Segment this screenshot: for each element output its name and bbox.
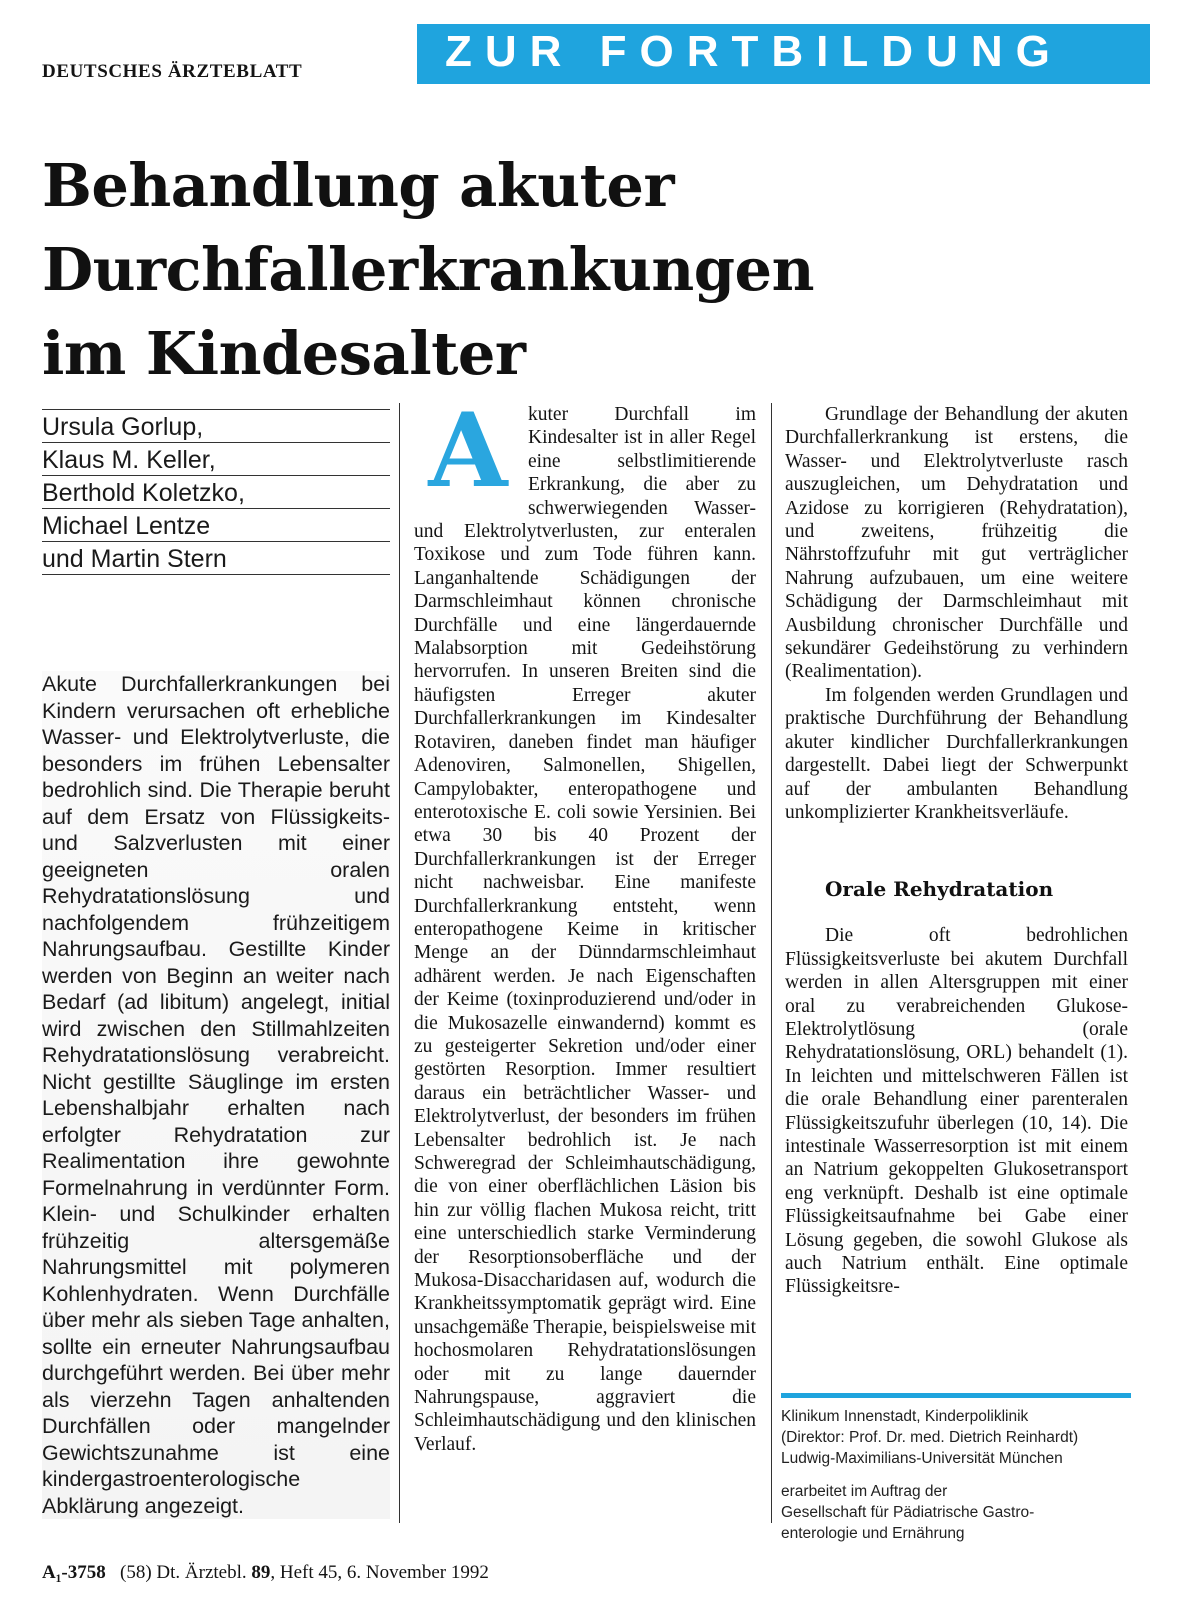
issue-date: , Heft 45, 6. November 1992 (270, 1562, 489, 1583)
column-divider (771, 403, 772, 1523)
volume: 89 (251, 1562, 271, 1583)
page-code: A₁-3758 (42, 1562, 106, 1583)
body-column-2 (414, 391, 756, 1456)
author: Michael Lentze (42, 509, 390, 542)
section-banner: ZUR FORTBILDUNG (417, 24, 1150, 84)
affiliation-line: Klinikum Innenstadt, Kinderpoliklinik (781, 1408, 1029, 1425)
author-list (42, 409, 390, 575)
affiliation-box (781, 1393, 1131, 1544)
affiliation-line: (Direktor: Prof. Dr. med. Dietrich Reinhardt) (781, 1429, 1079, 1446)
title-line: Behandlung akuter (42, 151, 675, 220)
body-paragraph: Grundlage der Behandlung der akuten Durchfallerkrankung ist erstens, die Wasser- und Elektrolytverluste rasch auszugleichen, um Dehydratation und Azidose zu korrigieren (Rehydratation), und zweitens, frühzeitig die Nährstoffzufuhr mit gut verträglicher Nahrung aufzubauen, um eine weitere Schädigung der Darmschleimhaut mit Ausbildung chronischer Durchfälle und sekundärer Gedeihstörung zu verhindern (Realimentation). (785, 404, 1128, 683)
commission-line: enterologie und Ernährung (781, 1525, 965, 1542)
section-heading: Orale Rehydratation (825, 877, 1054, 902)
drop-cap: A (428, 391, 508, 511)
journal-abbrev: Dt. Ärztebl. (156, 1562, 247, 1583)
page-footer (42, 1562, 489, 1584)
body-paragraph: Im folgenden werden Grundlagen und praktische Durchführung der Behandlung akuter kindlicher Durchfallerkrankungen dargestellt. Dabei liegt der Schwerpunkt auf der ambulanten Behandlung unkomplizierter Krankheitsverläufe. (785, 684, 1128, 823)
affiliation-line: Ludwig-Maximilians-Universität München (781, 1450, 1063, 1467)
journal-name: DEUTSCHES ÄRZTEBLATT (42, 61, 303, 82)
title-line: Durchfallerkrankungen (42, 235, 814, 304)
page-number: (58) (120, 1562, 152, 1583)
body-paragraph: kuter Durchfall im Kindesalter ist in aller Regel eine selbstlimitierende Erkrankung, die aber zu schwerwiegenden Wasser- und Elektrolytverlusten, zur enteralen Toxikose und zum Tode führen kann. Langanhaltende Schädigungen der Darmschleimhaut können chronische Durchfälle und eine längerdauernde Malabsorption mit Gedeihstörung hervorrufen. In unseren Breiten sind die häufigsten Erreger akuter Durchfallerkrankungen im Kindesalter Rotaviren, daneben findet man häufiger Adenoviren, Salmonellen, Shigellen, Campylobakter, enteropathogene und enterotoxische E. coli sowie Yersinien. Bei etwa 30 bis 40 Prozent der Durchfallerkrankungen ist der Erreger nicht nachweisbar. Eine manifeste Durchfallerkrankung entsteht, wenn enteropathogene Keime in kritischer Menge an der Dünndarmschleimhaut adhärent werden. Je nach Eigenschaften der Keime (toxinproduzierend und/oder in die Mukosazelle einwandernd) kommt es zu gesteigerter Sekretion und/oder einer gestörten Resorption. Immer resultiert daraus ein beträchtlicher Wasser- und Elektrolytverlust, der besonders im frühen Lebensalter bedrohlich ist. Je nach Schweregrad der Schleimhautschädigung, die von einer oberflächlichen Läsion bis hin zur völlig flachen Mukosa reicht, tritt eine unterschiedlich starke Verminderung der Resorptionsoberfläche und der Mukosa-Disaccharidasen auf, wodurch die Krankheitssymptomatik geprägt wird. Eine unsachgemäße Therapie, beispielsweise mit hochosmolaren Rehydratationslösungen oder mit zu lange dauernder Nahrungspause, aggraviert die Schleimhautschädigung und den klinischen Verlauf. (414, 404, 756, 1455)
body-paragraph: Die oft bedrohlichen Flüssigkeitsverluste bei akutem Durchfall werden in allen Altersgruppen mit einer oral zu verabreichenden Glukose-Elektrolytlösung (orale Rehydratationslösung, ORL) behandelt (1). In leichten und mittelschweren Fällen ist die orale Behandlung einer parenteralen Flüssigkeitszufuhr überlegen (10, 14). Die intestinale Wasserresorption ist mit einem an Natrium gekoppelten Glukosetransport eng verknüpft. Deshalb ist eine optimale Flüssigkeitsaufnahme bei Gabe einer Lösung gegeben, die sowohl Glukose als auch Natrium enthält. Eine optimale Flüssigkeitsre- (785, 925, 1128, 1298)
author: Ursula Gorlup, (42, 410, 390, 443)
author: Berthold Koletzko, (42, 476, 390, 509)
author: Klaus M. Keller, (42, 443, 390, 476)
author: und Martin Stern (42, 542, 390, 575)
article-title (42, 144, 1142, 396)
commission-line: Gesellschaft für Pädiatrische Gastro- (781, 1504, 1035, 1521)
title-line: im Kindesalter (42, 319, 526, 388)
column-divider (399, 403, 400, 1523)
body-column-3 (785, 403, 1128, 1299)
abstract-text: Akute Durchfallerkrankungen bei Kindern verursachen oft erhebliche Wasser- und Elektrolytverluste, die besonders im frühen Lebensalter bedrohlich sind. Die Therapie beruht auf dem Ersatz von Flüssigkeits- und Salzverlusten mit einer geeigneten oralen Rehydratationslösung und nachfolgendem frühzeitigem Nahrungsaufbau. Gestillte Kinder werden von Beginn an weiter nach Bedarf (ad libitum) angelegt, initial wird zwischen den Stillmahlzeiten Rehydratationslösung verabreicht. Nicht gestillte Säuglinge im ersten Lebenshalbjahr erhalten nach erfolgter Rehydratation zur Realimentation ihre gewohnte Formelnahrung in verdünnter Form. Klein- und Schulkinder erhalten frühzeitig altersgemäße Nahrungsmittel mit polymeren Kohlenhydraten. Wenn Durchfälle über mehr als sieben Tage anhalten, sollte ein erneuter Nahrungsaufbau durchgeführt werden. Bei über mehr als vierzehn Tagen anhaltenden Durchfällen oder mangelnder Gewichtszunahme ist eine kindergastroenterologische Abklärung angezeigt. (42, 672, 390, 1518)
abstract (42, 671, 390, 1519)
commission-line: erarbeitet im Auftrag der (781, 1483, 948, 1500)
